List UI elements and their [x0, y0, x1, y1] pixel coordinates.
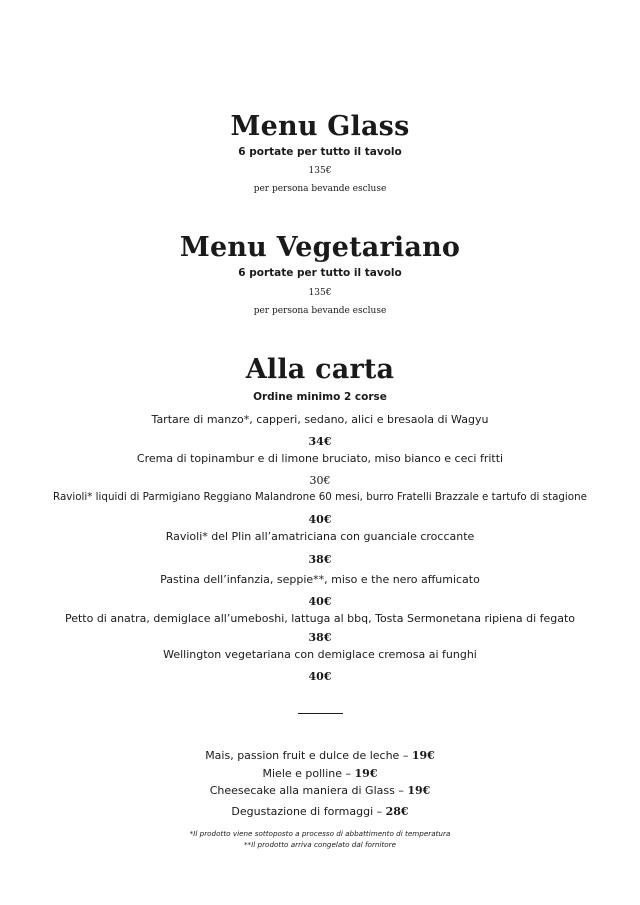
dish-price: 40€ — [308, 595, 332, 608]
menu-glass-price: 135€ — [308, 166, 332, 176]
menu-vegetariano-subtitle: 6 portate per tutto il tavolo — [238, 267, 402, 279]
menu-glass-subtitle: 6 portate per tutto il tavolo — [238, 146, 402, 158]
dish-name: Crema di topinambur e di limone bruciato, miso bianco e ceci fritti — [136, 452, 504, 465]
dessert-price: 19€ — [407, 784, 431, 797]
dish-price: 38€ — [308, 631, 332, 644]
dish-price: 30€ — [309, 474, 331, 487]
dessert-price: 28€ — [385, 805, 409, 818]
dessert-name: Cheesecake alla maniera di Glass — [209, 784, 395, 797]
dessert-name: Miele e polline — [262, 767, 343, 780]
dessert-item — [0, 748, 640, 763]
footnote-congelato: **Il prodotto arriva congelato dal fornitore — [243, 840, 397, 849]
dessert-item — [0, 804, 640, 819]
dish-name: Petto di anatra, demiglace all’umeboshi, lattuga al bbq, Tosta Sermonetana ripiena di fegato — [64, 612, 576, 625]
dessert-separator: – — [399, 749, 412, 762]
dish-name: Ravioli* liquidi di Parmigiano Reggiano Malandrone 60 mesi, burro Fratelli Brazzale e tartufo di stagione — [53, 491, 587, 503]
dessert-separator: – — [342, 767, 355, 780]
dessert-price: 19€ — [411, 749, 435, 762]
dish-price: 40€ — [308, 670, 332, 683]
dish-name: Pastina dell’infanzia, seppie**, miso e the nero affumicato — [160, 573, 480, 586]
dish-price: 34€ — [308, 435, 332, 448]
alla-carta-subtitle: Ordine minimo 2 corse — [253, 391, 387, 403]
dessert-item — [0, 783, 640, 798]
dish-price: 40€ — [308, 513, 332, 526]
menu-vegetariano-note: per persona bevande escluse — [253, 306, 387, 316]
dish-name: Tartare di manzo*, capperi, sedano, alici e bresaola di Wagyu — [151, 413, 489, 426]
dessert-separator: – — [394, 784, 408, 797]
alla-carta-title: Alla carta — [245, 354, 395, 385]
footnote-abbattimento: *Il prodotto viene sottoposto a processo di abbattimento di temperatura — [189, 829, 451, 838]
section-divider — [298, 713, 343, 714]
menu-glass-title: Menu Glass — [230, 111, 410, 142]
dish-name: Wellington vegetariana con demiglace cremosa ai funghi — [163, 648, 477, 661]
menu-glass-note: per persona bevande escluse — [253, 184, 387, 194]
dessert-separator: – — [373, 805, 386, 818]
menu-vegetariano-price: 135€ — [308, 288, 332, 298]
dessert-price: 19€ — [354, 767, 378, 780]
dessert-item — [0, 766, 640, 781]
dessert-name: Mais, passion fruit e dulce de leche — [205, 749, 400, 762]
menu-vegetariano-title: Menu Vegetariano — [179, 232, 461, 263]
dish-price: 38€ — [308, 553, 332, 566]
dessert-name: Degustazione di formaggi — [231, 805, 374, 818]
dish-name: Ravioli* del Plin all’amatriciana con guanciale croccante — [165, 530, 475, 543]
